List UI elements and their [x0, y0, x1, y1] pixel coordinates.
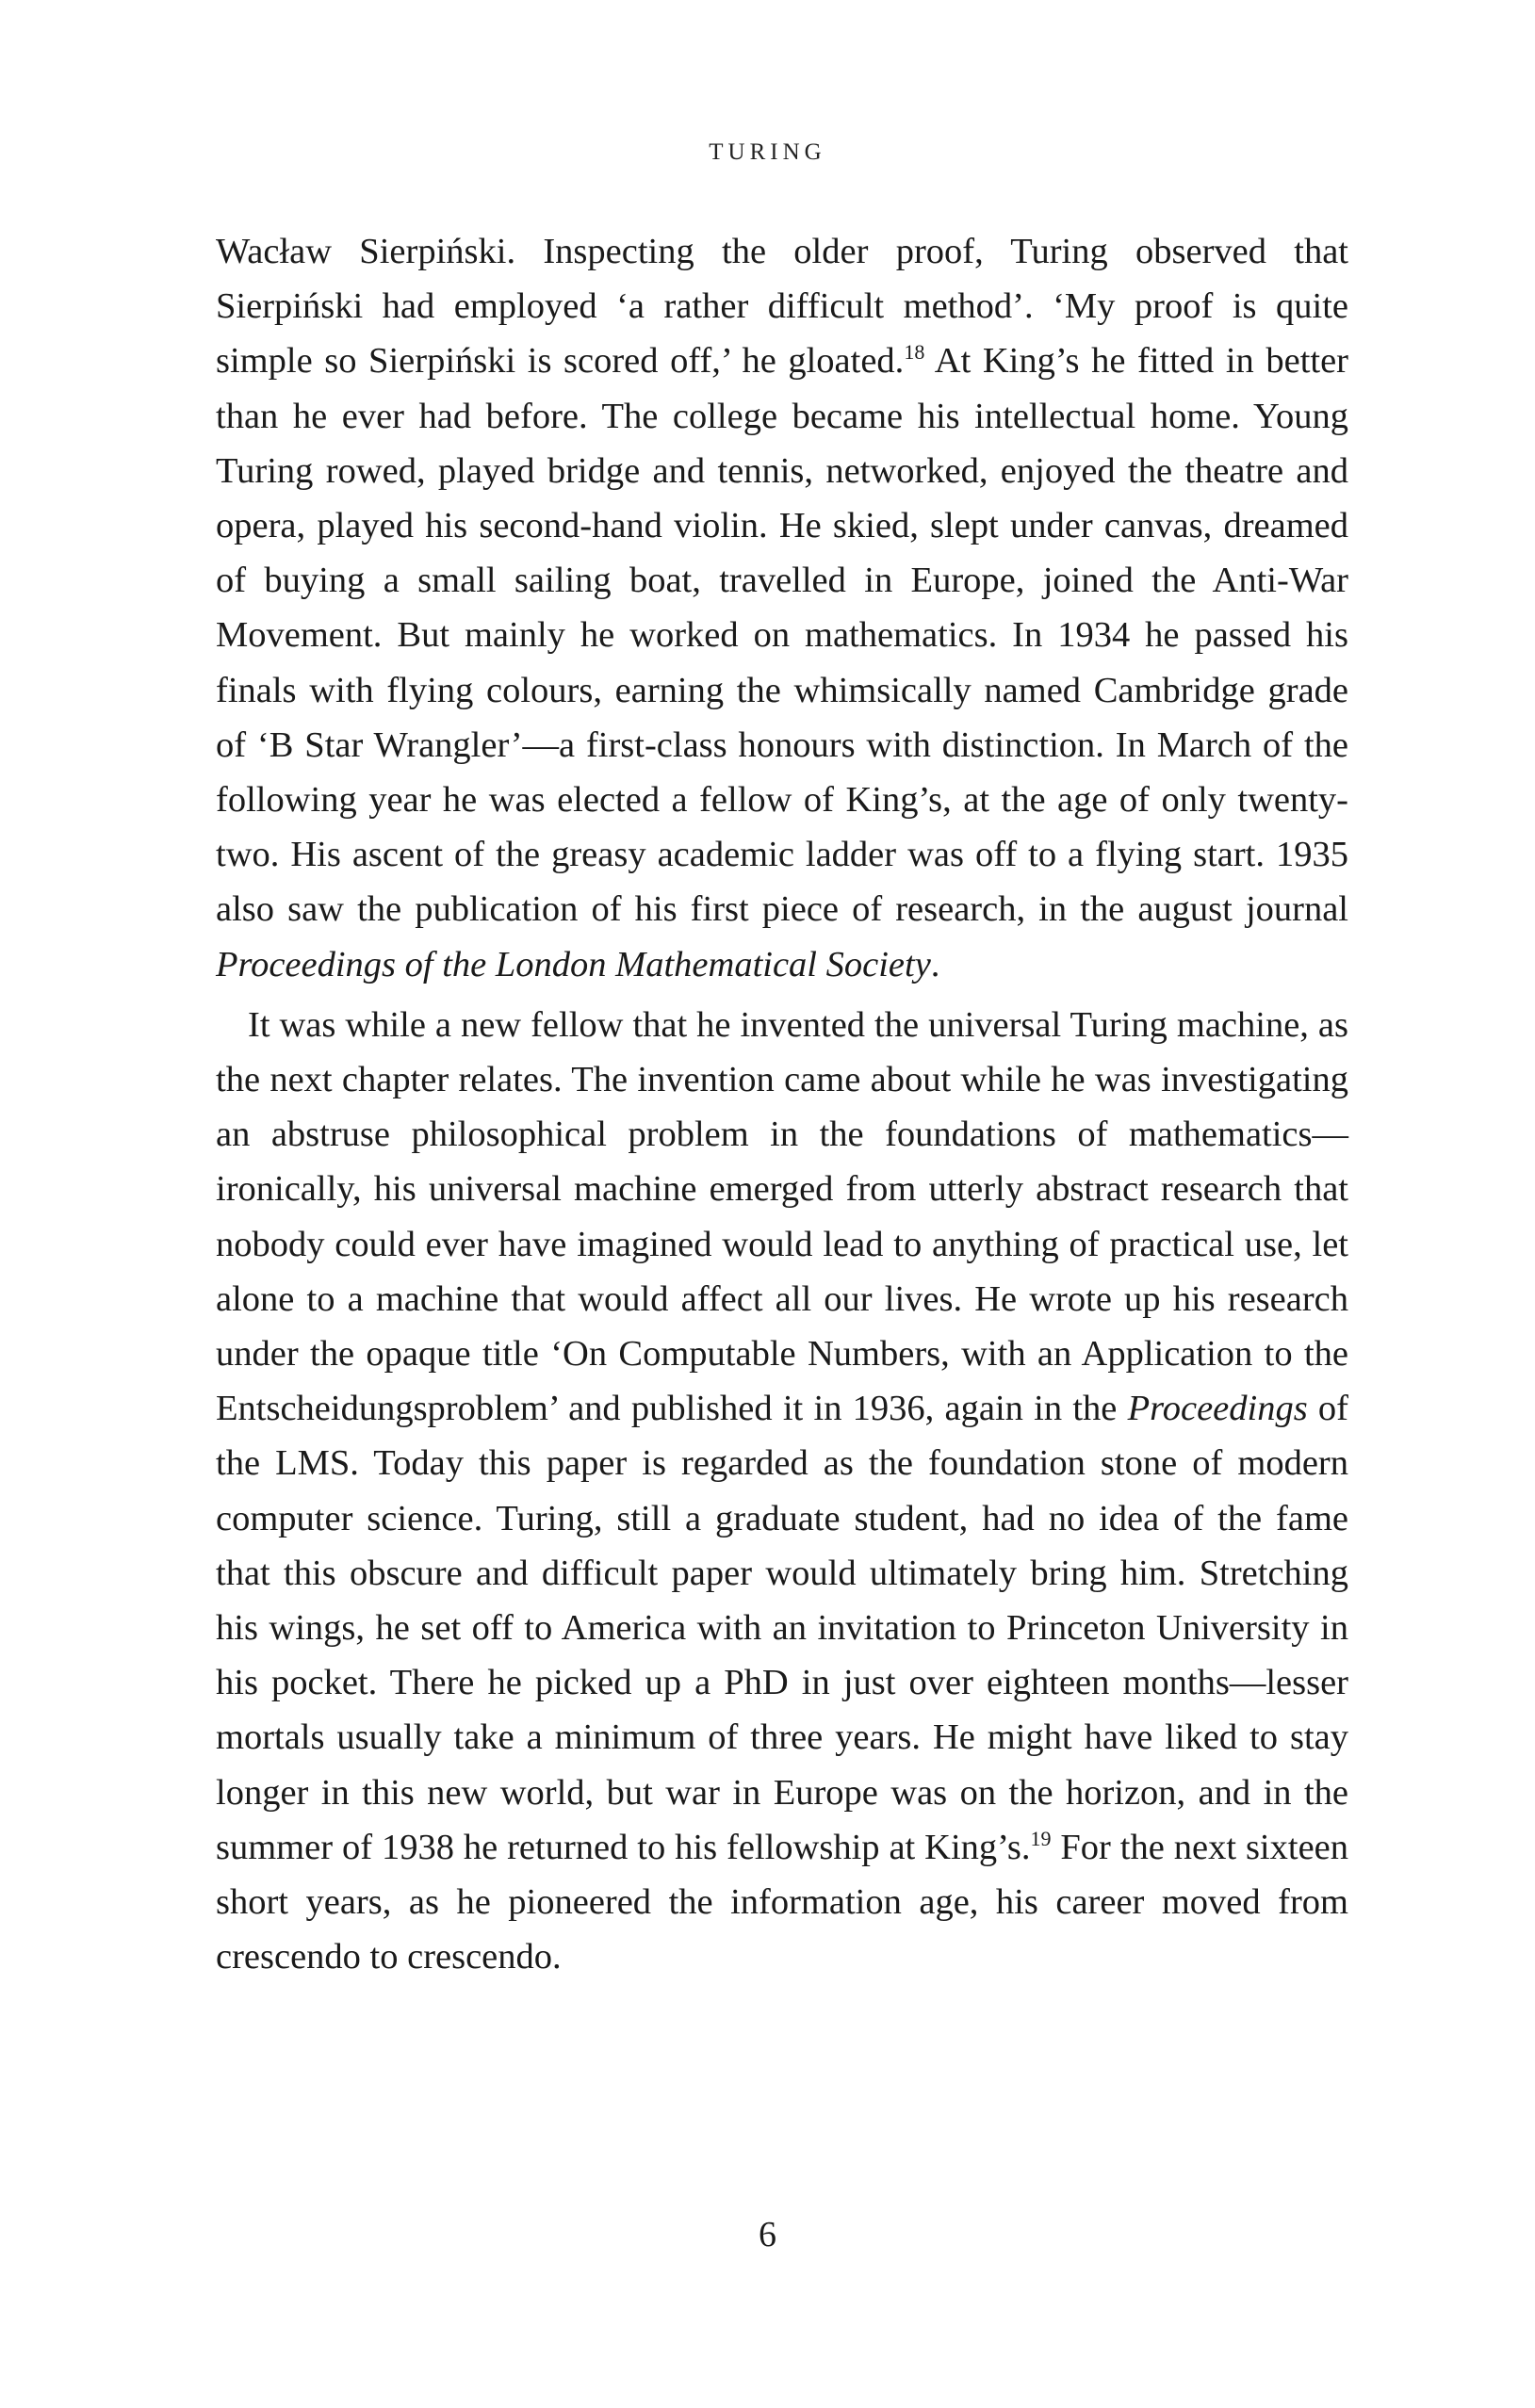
- body-text: [216, 224, 1348, 1985]
- running-head: TURING: [709, 139, 826, 165]
- footnote-ref-18[interactable]: 18: [904, 340, 925, 365]
- paragraph-2-text-b: of the LMS. Today this paper is regarded as the foundation stone of modern computer science. Turing, still a graduate student, had no idea of the fame that this obscure and difficult paper would ultimately bring him. Stretching his wings, he set off to America with an invitation to Princeton University in his pocket. There he picked up a PhD in just over eighteen months—lesser mortals usually take a minimum of three years. He might have liked to stay longer in this new world, but war in Europe was on the horizon, and in the summer of 1938 he returned to his fellowship at King’s.: [216, 1389, 1348, 1867]
- page-number: 6: [759, 2215, 776, 2254]
- paragraph-2-text-c: For the next sixteen short years, as he pioneered the information age, his career moved from crescendo to crescendo.: [216, 1827, 1348, 1977]
- paragraph-2-text-a: It was while a new fellow that he invented the universal Turing machine, as the next chapter relates. The invention came about while he was investigating an abstruse philosophical problem in the foundations of mathematics—ironically, his universal machine emerged from utterly abstract research that nobody could ever have imagined would lead to anything of practical use, let alone to a machine that would affect all our lives. He wrote up his research under the opaque title ‘On Computable Numbers, with an Application to the Entscheidungsproblem’ and published it in 1936, again in the: [216, 1004, 1348, 1429]
- paragraph-1-text-a: Wacław Sierpiński. Inspecting the older proof, Turing observed that Sierpiński had employed ‘a rather difficult method’. ‘My proof is quite simple so Sierpiński is scored off,’ he gloated.: [216, 232, 1348, 382]
- journal-short-title: Proceedings: [1127, 1389, 1308, 1429]
- journal-title: Proceedings of the London Mathematical Society: [216, 944, 931, 984]
- paragraph-1-text-c: .: [930, 944, 940, 984]
- paragraph-2: [216, 998, 1348, 1985]
- footnote-ref-19[interactable]: 19: [1030, 1827, 1052, 1851]
- paragraph-1: [216, 224, 1348, 992]
- paragraph-1-text-b: At King’s he fitted in better than he ever had before. The college became his intellectual home. Young Turing rowed, played bridge and tennis, networked, enjoyed the theatre and opera, played his second-hand violin. He skied, slept under canvas, dreamed of buying a small sailing boat, travelled in Europe, joined the Anti-War Movement. But mainly he worked on mathematics. In 1934 he passed his finals with flying colours, earning the whimsically named Cambridge grade of ‘B Star Wrangler’—a first-class honours with distinction. In March of the following year he was elected a fellow of King’s, at the age of only twenty-two. His ascent of the greasy academic ladder was off to a flying start. 1935 also saw the publication of his first piece of research, in the august journal: [216, 341, 1349, 930]
